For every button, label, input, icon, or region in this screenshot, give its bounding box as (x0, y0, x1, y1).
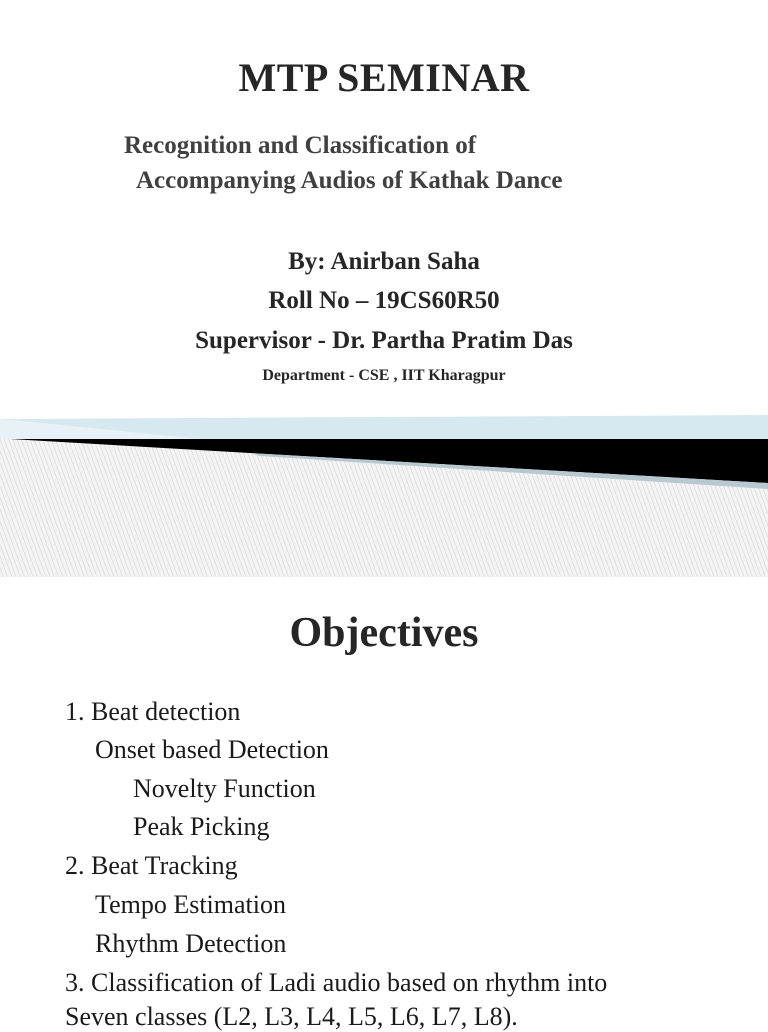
objective-subsubitem: Novelty Function (133, 774, 316, 803)
department-line: Department - CSE , IIT Kharagpur (262, 367, 506, 384)
objective-subitem: Tempo Estimation (95, 890, 286, 919)
seminar-title: MTP SEMINAR (238, 55, 530, 100)
objectives-title: Objectives (289, 610, 479, 656)
objective-item: 2. Beat Tracking (65, 851, 238, 880)
author-line: By: Anirban Saha (288, 248, 480, 275)
objective-subitem: Onset based Detection (95, 735, 329, 764)
objective-item-continuation: Seven classes (L2, L3, L4, L5, L6, L7, L8). (65, 1002, 518, 1031)
objective-subsubitem: Peak Picking (133, 812, 270, 841)
objective-item: 3. Classification of Ladi audio based on rhythm into (65, 968, 608, 997)
subtitle-line-2: Accompanying Audios of Kathak Dance (136, 167, 563, 194)
objective-item: 1. Beat detection (65, 697, 241, 726)
decorative-swoosh (0, 405, 768, 577)
roll-number-line: Roll No – 19CS60R50 (268, 287, 500, 314)
subtitle-line-1: Recognition and Classification of (124, 132, 477, 159)
supervisor-line: Supervisor - Dr. Partha Pratim Das (195, 327, 573, 354)
objective-subitem: Rhythm Detection (95, 929, 287, 958)
objectives-slide (0, 577, 768, 1031)
